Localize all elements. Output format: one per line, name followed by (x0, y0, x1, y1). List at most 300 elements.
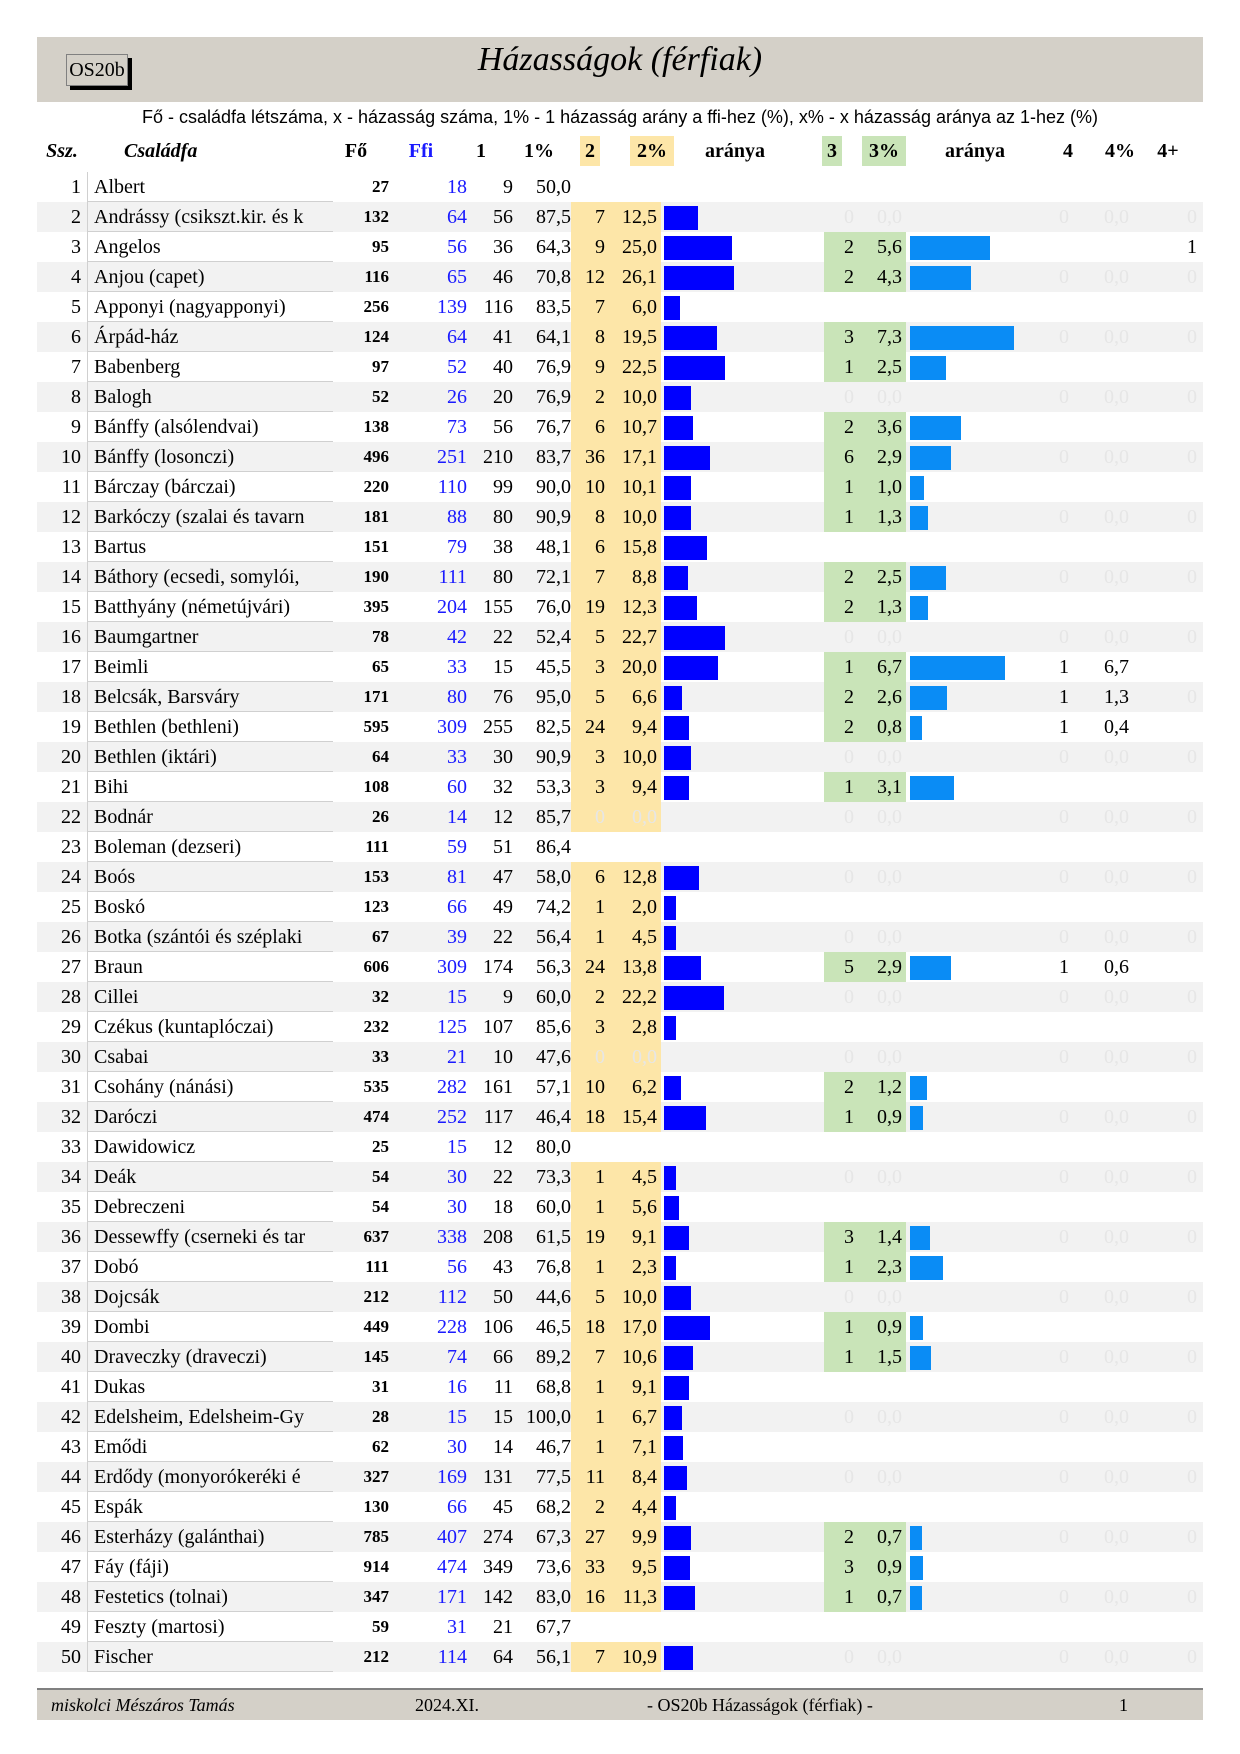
count-2: 1 (571, 1162, 609, 1192)
pct-2: 5,6 (609, 1192, 661, 1222)
ratio-2-bar (664, 1646, 693, 1670)
ratio-2-bar (664, 236, 732, 260)
table-row (37, 1432, 1203, 1462)
pct-4: 0,0 (1104, 566, 1129, 588)
col-fo: Fő (344, 140, 368, 162)
count-4plus: 0 (1187, 986, 1197, 1008)
ratio-2-bar (664, 776, 689, 800)
pct-3: 3,1 (858, 772, 906, 802)
fo-value: 52 (372, 387, 389, 406)
count-1: 38 (493, 536, 513, 558)
family-name: Cillei (87, 982, 333, 1012)
count-2: 6 (571, 862, 609, 892)
family-name: Batthyány (németújvári) (87, 592, 333, 622)
ratio-2-bar (664, 716, 689, 740)
row-number: 21 (61, 776, 81, 798)
pct-2: 20,0 (609, 652, 661, 682)
ffi-value: 65 (447, 266, 467, 288)
ffi-value: 112 (437, 1286, 467, 1308)
pct-1: 46,5 (536, 1316, 571, 1338)
family-name: Daróczi (87, 1102, 333, 1132)
ratio-2-bar (664, 296, 680, 320)
count-3: 2 (824, 1522, 858, 1552)
table-row (37, 1222, 1203, 1252)
count-1: 80 (493, 566, 513, 588)
count-4: 0 (1059, 386, 1069, 408)
ratio-2-bar (664, 476, 691, 500)
pct-4: 0,6 (1104, 956, 1129, 978)
fo-value: 132 (363, 207, 389, 226)
count-1: 117 (483, 1106, 513, 1128)
row-number: 11 (61, 476, 81, 498)
ratio-3-bar (910, 686, 947, 710)
table-row (37, 532, 1203, 562)
table-row (37, 202, 1203, 232)
row-number: 15 (61, 596, 81, 618)
count-1: 56 (493, 206, 513, 228)
pct-2: 6,7 (609, 1402, 661, 1432)
pct-2: 4,4 (609, 1492, 661, 1522)
table-row (37, 1132, 1203, 1162)
ffi-value: 33 (447, 656, 467, 678)
ffi-value: 31 (447, 1616, 467, 1638)
row-number: 39 (61, 1316, 81, 1338)
pct-1: 100,0 (526, 1406, 571, 1428)
count-1: 255 (483, 716, 513, 738)
family-name: Albert (87, 172, 333, 202)
count-3: 1 (824, 1252, 858, 1282)
table-row (37, 262, 1203, 292)
count-2: 3 (571, 772, 609, 802)
pct-2: 2,3 (609, 1252, 661, 1282)
count-2: 33 (571, 1552, 609, 1582)
count-4: 0 (1059, 806, 1069, 828)
pct-3: 0,9 (858, 1552, 906, 1582)
family-name: Esterházy (galánthai) (87, 1522, 333, 1552)
row-number: 38 (61, 1286, 81, 1308)
fo-value: 64 (372, 747, 389, 766)
pct-2: 9,1 (609, 1222, 661, 1252)
family-name: Dojcsák (87, 1282, 333, 1312)
count-4plus: 0 (1187, 1226, 1197, 1248)
ratio-3-bar (910, 446, 951, 470)
count-3: 0 (844, 806, 854, 828)
count-3: 2 (824, 562, 858, 592)
count-3: 3 (824, 322, 858, 352)
ratio-3-bar (910, 1586, 922, 1610)
family-name: Anjou (capet) (87, 262, 333, 292)
count-3: 2 (824, 232, 858, 262)
ratio-2-bar (664, 1436, 683, 1460)
col-3-ratio: aránya (945, 140, 1005, 162)
count-4: 0 (1059, 446, 1069, 468)
count-4: 0 (1059, 1286, 1069, 1308)
ffi-value: 56 (447, 236, 467, 258)
count-3: 3 (824, 1552, 858, 1582)
ffi-value: 171 (437, 1586, 467, 1608)
ffi-value: 33 (447, 746, 467, 768)
ratio-2-bar (664, 566, 688, 590)
ratio-2-bar (664, 1316, 710, 1340)
pct-3: 0,0 (877, 1466, 902, 1488)
pct-1: 68,8 (536, 1376, 571, 1398)
pct-2: 12,3 (609, 592, 661, 622)
row-number: 1 (71, 176, 81, 198)
count-2: 18 (571, 1312, 609, 1342)
pct-1: 58,0 (536, 866, 571, 888)
family-name: Dombi (87, 1312, 333, 1342)
ffi-value: 228 (437, 1316, 467, 1338)
col-ssz: Ssz. (46, 140, 78, 162)
table-row (37, 622, 1203, 652)
count-2: 11 (571, 1462, 609, 1492)
count-2: 19 (571, 592, 609, 622)
pct-4: 0,0 (1104, 1586, 1129, 1608)
pct-3: 0,8 (858, 712, 906, 742)
count-1: 131 (483, 1466, 513, 1488)
ratio-3-bar (910, 1556, 923, 1580)
count-4: 0 (1059, 1466, 1069, 1488)
row-number: 29 (61, 1016, 81, 1038)
table-row (37, 1192, 1203, 1222)
count-1: 43 (493, 1256, 513, 1278)
count-3: 2 (824, 1072, 858, 1102)
fo-value: 395 (363, 597, 389, 616)
count-3: 0 (844, 986, 854, 1008)
table-row (37, 172, 1203, 202)
pct-1: 50,0 (536, 176, 571, 198)
pct-4: 0,0 (1104, 866, 1129, 888)
count-1: 46 (493, 266, 513, 288)
ffi-value: 30 (447, 1166, 467, 1188)
ratio-2-bar (664, 1226, 689, 1250)
family-name: Dawidowicz (87, 1132, 333, 1162)
row-number: 23 (61, 836, 81, 858)
row-number: 47 (61, 1556, 81, 1578)
table-row (37, 922, 1203, 952)
count-1: 15 (493, 656, 513, 678)
row-number: 16 (61, 626, 81, 648)
family-name: Bárczay (bárczai) (87, 472, 333, 502)
pct-2: 11,3 (609, 1582, 661, 1612)
row-number: 25 (61, 896, 81, 918)
table-row (37, 232, 1203, 262)
count-4: 0 (1059, 1226, 1069, 1248)
pct-4: 0,0 (1104, 326, 1129, 348)
row-number: 34 (61, 1166, 81, 1188)
fo-value: 67 (372, 927, 389, 946)
table-row (37, 1402, 1203, 1432)
ffi-value: 79 (447, 536, 467, 558)
ratio-3-bar (910, 326, 1014, 350)
count-3: 2 (824, 412, 858, 442)
pct-1: 83,0 (536, 1586, 571, 1608)
count-1: 11 (493, 1376, 513, 1398)
fo-value: 496 (363, 447, 389, 466)
pct-1: 64,1 (536, 326, 571, 348)
ffi-value: 474 (437, 1556, 467, 1578)
pct-3: 1,0 (858, 472, 906, 502)
count-4: 0 (1059, 1166, 1069, 1188)
table-row (37, 1642, 1203, 1672)
footer-author: miskolci Mészáros Tamás (51, 1695, 235, 1715)
family-name: Braun (87, 952, 333, 982)
pct-3: 1,3 (858, 502, 906, 532)
ratio-2-bar (664, 896, 676, 920)
col-2pct: 2% (630, 136, 674, 166)
pct-4: 0,4 (1104, 716, 1129, 738)
table-row (37, 742, 1203, 772)
row-number: 6 (71, 326, 81, 348)
ratio-2-bar (664, 1166, 676, 1190)
ffi-value: 15 (447, 1136, 467, 1158)
family-name: Baumgartner (87, 622, 333, 652)
count-2: 5 (571, 1282, 609, 1312)
ratio-2-bar (664, 1256, 676, 1280)
pct-3: 0,0 (877, 206, 902, 228)
pct-1: 73,3 (536, 1166, 571, 1188)
footer-date: 2024.XI. (415, 1695, 479, 1715)
table-row (37, 682, 1203, 712)
count-1: 210 (483, 446, 513, 468)
pct-2: 25,0 (609, 232, 661, 262)
fo-value: 256 (363, 297, 389, 316)
count-4plus: 0 (1187, 1586, 1197, 1608)
family-name: Feszty (martosi) (87, 1612, 333, 1642)
pct-4: 0,0 (1104, 1466, 1129, 1488)
row-number: 22 (61, 806, 81, 828)
table-row (37, 1282, 1203, 1312)
table-row (37, 1372, 1203, 1402)
ffi-value: 114 (437, 1646, 467, 1668)
family-name: Debreczeni (87, 1192, 333, 1222)
ratio-2-bar (664, 596, 697, 620)
count-2: 1 (571, 1192, 609, 1222)
ffi-value: 338 (437, 1226, 467, 1248)
ratio-2-bar (664, 956, 701, 980)
table-row (37, 1462, 1203, 1492)
pct-2: 4,5 (609, 922, 661, 952)
pct-2: 22,2 (609, 982, 661, 1012)
family-name: Árpád-ház (87, 322, 333, 352)
ffi-value: 26 (447, 386, 467, 408)
count-4plus: 0 (1187, 686, 1197, 708)
ratio-3-bar (910, 566, 946, 590)
ratio-3-bar (910, 1526, 922, 1550)
pct-3: 2,5 (858, 562, 906, 592)
pct-3: 0,0 (877, 986, 902, 1008)
pct-1: 85,7 (536, 806, 571, 828)
count-2: 18 (571, 1102, 609, 1132)
row-number: 8 (71, 386, 81, 408)
table-row (37, 1552, 1203, 1582)
pct-3: 7,3 (858, 322, 906, 352)
fo-value: 27 (372, 177, 389, 196)
ratio-2-bar (664, 1406, 682, 1430)
fo-value: 31 (372, 1377, 389, 1396)
count-3: 3 (824, 1222, 858, 1252)
row-number: 17 (61, 656, 81, 678)
fo-value: 62 (372, 1437, 389, 1456)
table-row (37, 1492, 1203, 1522)
pct-2: 6,6 (609, 682, 661, 712)
pct-4: 0,0 (1104, 446, 1129, 468)
col-1: 1 (476, 140, 486, 162)
family-name: Báthory (ecsedi, somylói, (87, 562, 333, 592)
family-name: Bethlen (bethleni) (87, 712, 333, 742)
pct-2: 0,0 (609, 1042, 661, 1072)
fo-value: 637 (363, 1227, 389, 1246)
ratio-2-bar (664, 1466, 687, 1490)
pct-4: 0,0 (1104, 626, 1129, 648)
pct-4: 0,0 (1104, 1106, 1129, 1128)
ratio-3-bar (910, 266, 971, 290)
count-2: 2 (571, 1492, 609, 1522)
count-4plus: 0 (1187, 506, 1197, 528)
pct-1: 57,1 (536, 1076, 571, 1098)
family-name: Deák (87, 1162, 333, 1192)
table-row (37, 712, 1203, 742)
count-4plus: 0 (1187, 1466, 1197, 1488)
count-3: 1 (824, 1342, 858, 1372)
pct-2: 17,0 (609, 1312, 661, 1342)
count-3: 0 (844, 1286, 854, 1308)
count-3: 6 (824, 442, 858, 472)
count-1: 99 (493, 476, 513, 498)
count-4: 0 (1059, 1586, 1069, 1608)
pct-3: 0,0 (877, 386, 902, 408)
row-number: 14 (61, 566, 81, 588)
table-row (37, 1072, 1203, 1102)
fo-value: 606 (363, 957, 389, 976)
ffi-value: 30 (447, 1196, 467, 1218)
count-3: 0 (844, 1466, 854, 1488)
pct-1: 86,4 (536, 836, 571, 858)
family-name: Boós (87, 862, 333, 892)
fo-value: 130 (363, 1497, 389, 1516)
count-1: 22 (493, 626, 513, 648)
count-1: 80 (493, 506, 513, 528)
pct-1: 56,3 (536, 956, 571, 978)
count-1: 30 (493, 746, 513, 768)
ratio-2-bar (664, 746, 691, 770)
pct-1: 56,4 (536, 926, 571, 948)
pct-2: 6,0 (609, 292, 661, 322)
family-name: Csabai (87, 1042, 333, 1072)
count-2: 0 (571, 1042, 609, 1072)
count-1: 47 (493, 866, 513, 888)
count-3: 0 (844, 1646, 854, 1668)
pct-2: 22,5 (609, 352, 661, 382)
pct-3: 0,0 (877, 806, 902, 828)
count-4: 0 (1059, 926, 1069, 948)
row-number: 3 (71, 236, 81, 258)
pct-1: 74,2 (536, 896, 571, 918)
pct-2: 2,8 (609, 1012, 661, 1042)
fo-value: 25 (372, 1137, 389, 1156)
ratio-3-bar (910, 506, 928, 530)
table-row (37, 892, 1203, 922)
pct-1: 77,5 (536, 1466, 571, 1488)
fo-value: 153 (363, 867, 389, 886)
fo-value: 449 (363, 1317, 389, 1336)
pct-2: 10,9 (609, 1642, 661, 1672)
count-4plus: 0 (1187, 446, 1197, 468)
fo-value: 474 (363, 1107, 389, 1126)
family-name: Fischer (87, 1642, 333, 1672)
row-number: 41 (61, 1376, 81, 1398)
row-number: 40 (61, 1346, 81, 1368)
pct-3: 0,0 (877, 1286, 902, 1308)
pct-1: 76,9 (536, 356, 571, 378)
count-2: 3 (571, 742, 609, 772)
count-1: 22 (493, 926, 513, 948)
count-3: 1 (824, 772, 858, 802)
pct-1: 87,5 (536, 206, 571, 228)
pct-4: 1,3 (1104, 686, 1129, 708)
fo-value: 220 (363, 477, 389, 496)
pct-3: 2,9 (858, 952, 906, 982)
table-row (37, 322, 1203, 352)
count-3: 1 (824, 652, 858, 682)
ratio-2-bar (664, 1076, 681, 1100)
table-row (37, 412, 1203, 442)
ffi-value: 73 (447, 416, 467, 438)
family-name: Csohány (nánási) (87, 1072, 333, 1102)
pct-4: 0,0 (1104, 1406, 1129, 1428)
ffi-value: 110 (437, 476, 467, 498)
fo-value: 111 (365, 837, 389, 856)
pct-1: 68,2 (536, 1496, 571, 1518)
pct-1: 46,7 (536, 1436, 571, 1458)
count-2: 7 (571, 292, 609, 322)
col-ffi: Ffi (408, 140, 434, 162)
pct-3: 1,5 (858, 1342, 906, 1372)
pct-1: 60,0 (536, 986, 571, 1008)
count-2: 8 (571, 322, 609, 352)
count-4: 0 (1059, 1346, 1069, 1368)
ratio-2-bar (664, 1346, 693, 1370)
ratio-3-bar (910, 956, 951, 980)
ratio-2-bar (664, 1016, 676, 1040)
table-row (37, 442, 1203, 472)
count-2: 5 (571, 622, 609, 652)
col-4pct: 4% (1105, 140, 1135, 162)
count-1: 50 (493, 1286, 513, 1308)
count-2: 1 (571, 1402, 609, 1432)
ffi-value: 169 (437, 1466, 467, 1488)
pct-2: 10,1 (609, 472, 661, 502)
row-number: 32 (61, 1106, 81, 1128)
count-3: 0 (844, 386, 854, 408)
pct-2: 8,4 (609, 1462, 661, 1492)
count-2: 3 (571, 1012, 609, 1042)
fo-value: 33 (372, 1047, 389, 1066)
pct-4: 0,0 (1104, 1226, 1129, 1248)
count-2: 12 (571, 262, 609, 292)
pct-3: 2,3 (858, 1252, 906, 1282)
count-4: 0 (1059, 746, 1069, 768)
pct-3: 5,6 (858, 232, 906, 262)
fo-value: 785 (363, 1527, 389, 1546)
row-number: 33 (61, 1136, 81, 1158)
count-2: 5 (571, 682, 609, 712)
pct-1: 82,5 (536, 716, 571, 738)
ratio-3-bar (910, 1346, 931, 1370)
table-row (37, 1252, 1203, 1282)
count-2: 1 (571, 922, 609, 952)
ffi-value: 16 (447, 1376, 467, 1398)
